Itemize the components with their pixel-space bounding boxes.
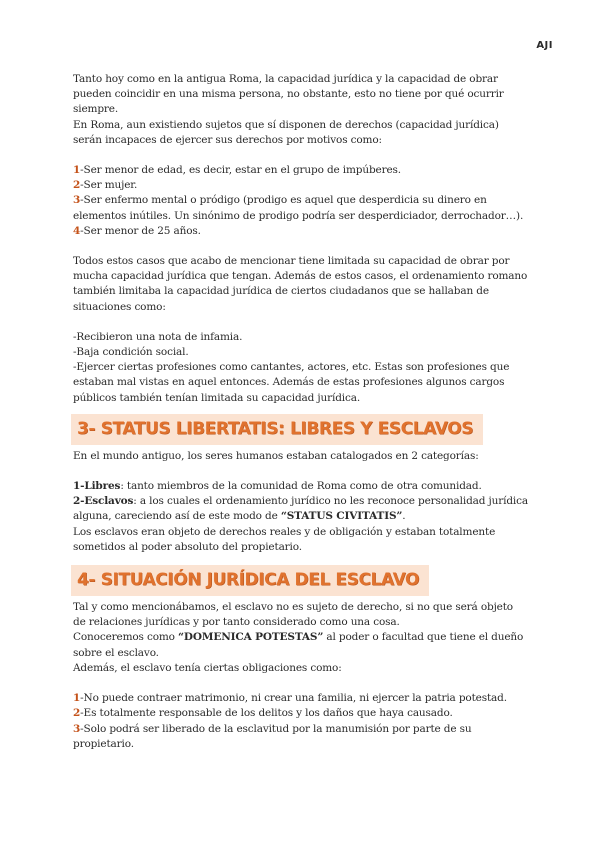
situation-item: -Baja condición social.	[73, 346, 189, 359]
item-number: 1	[73, 692, 81, 705]
list-item	[73, 691, 528, 706]
item-text: -Solo podrá ser liberado de la esclavitud por la manumisión por parte de su propietario.	[73, 722, 472, 750]
limits-paragraph: Todos estos casos que acabo de mencionar tiene limitada su capacidad de obrar por mucha capacidad jurídica que tengan. Además de estos casos, el ordenamiento romano también limitaba la capacidad jurídica de ciertos ciudadanos que se hallaban de situaciones como:	[73, 255, 528, 313]
situation-item: -Ejercer ciertas profesiones como cantantes, actores, etc. Estas son profesiones que estaban mal vistas en aquel entonces. Además de estas profesiones algunos cargos públicos también tenían limitada su capacidad jurídica.	[73, 361, 510, 404]
list-item	[73, 178, 528, 193]
header-tag: AJI	[536, 40, 553, 51]
item-number: 3	[73, 722, 81, 735]
domenica-potestas-term: “DOMENICA POTESTAS”	[178, 631, 324, 644]
item-text: -Ser menor de edad, es decir, estar en el grupo de impúberes.	[80, 164, 401, 177]
list-item	[73, 706, 528, 721]
section-heading-4: 4- SITUACIÓN JURÍDICA DEL ESCLAVO	[71, 565, 429, 596]
category-libres	[73, 479, 528, 494]
sentence-end: .	[402, 510, 406, 523]
text-run: al poder o facultad que tiene el dueño sobre el esclavo.	[73, 631, 524, 659]
item-number: 4	[73, 224, 81, 237]
list-item	[73, 722, 528, 752]
intro-paragraph: Tanto hoy como en la antigua Roma, la capacidad jurídica y la capacidad de obrar pueden coincidir en una misma persona, no obstante, esto no tiene por qué ocurrir siempre.	[73, 73, 504, 116]
item-text: -Ser mujer.	[80, 179, 138, 192]
section4-paragraph: Además, el esclavo tenía ciertas obligaciones como:	[73, 661, 342, 674]
category-text: : tanto miembros de la comunidad de Roma como de otra comunidad.	[120, 480, 482, 493]
section3-closing: Los esclavos eran objeto de derechos reales y de obligación y estaban totalmente sometidos al poder absoluto del propietario.	[73, 525, 496, 553]
item-number: 2	[73, 707, 81, 720]
list-item	[73, 224, 528, 239]
list-item	[73, 163, 528, 178]
item-text: -Ser menor de 25 años.	[80, 224, 201, 237]
status-civitatis-term: “STATUS CIVITATIS”	[280, 510, 403, 523]
item-text: -Ser enfermo mental o pródigo (prodigo es aquel que desperdicia su dinero en elementos inútiles. Un sinónimo de prodigo podría ser desperdiciador, derrochador…).	[73, 194, 524, 222]
item-number: 1	[73, 164, 81, 177]
item-text: -Es totalmente responsable de los delitos y los daños que haya causado.	[80, 707, 453, 720]
item-number: 3	[73, 194, 81, 207]
section-heading-3: 3- STATUS LIBERTATIS: LIBRES Y ESCLAVOS	[71, 414, 483, 445]
section4-paragraph	[73, 630, 528, 660]
section3-intro: En el mundo antiguo, los seres humanos estaban catalogados en 2 categorías:	[73, 449, 479, 462]
text-run: Conoceremos como	[73, 631, 179, 644]
category-label: 1-Libres	[73, 480, 121, 493]
list-item	[73, 193, 528, 223]
situation-item: -Recibieron una nota de infamia.	[73, 330, 243, 343]
document-body	[73, 72, 528, 752]
item-number: 2	[73, 179, 81, 192]
category-esclavos	[73, 494, 528, 524]
category-label: 2-Esclavos	[73, 495, 134, 508]
intro-paragraph: En Roma, aun existiendo sujetos que sí disponen de derechos (capacidad jurídica) serán incapaces de ejercer sus derechos por motivos como:	[73, 118, 499, 146]
section4-paragraph: Tal y como mencionábamos, el esclavo no es sujeto de derecho, si no que será objeto de relaciones jurídicas y por tanto considerado como una cosa.	[73, 601, 513, 629]
category-text: : a los cuales el ordenamiento jurídico no les reconoce personalidad jurídica alguna, careciendo así de este modo de	[73, 495, 528, 523]
item-text: -No puede contraer matrimonio, ni crear una familia, ni ejercer la patria potestad.	[80, 692, 507, 705]
